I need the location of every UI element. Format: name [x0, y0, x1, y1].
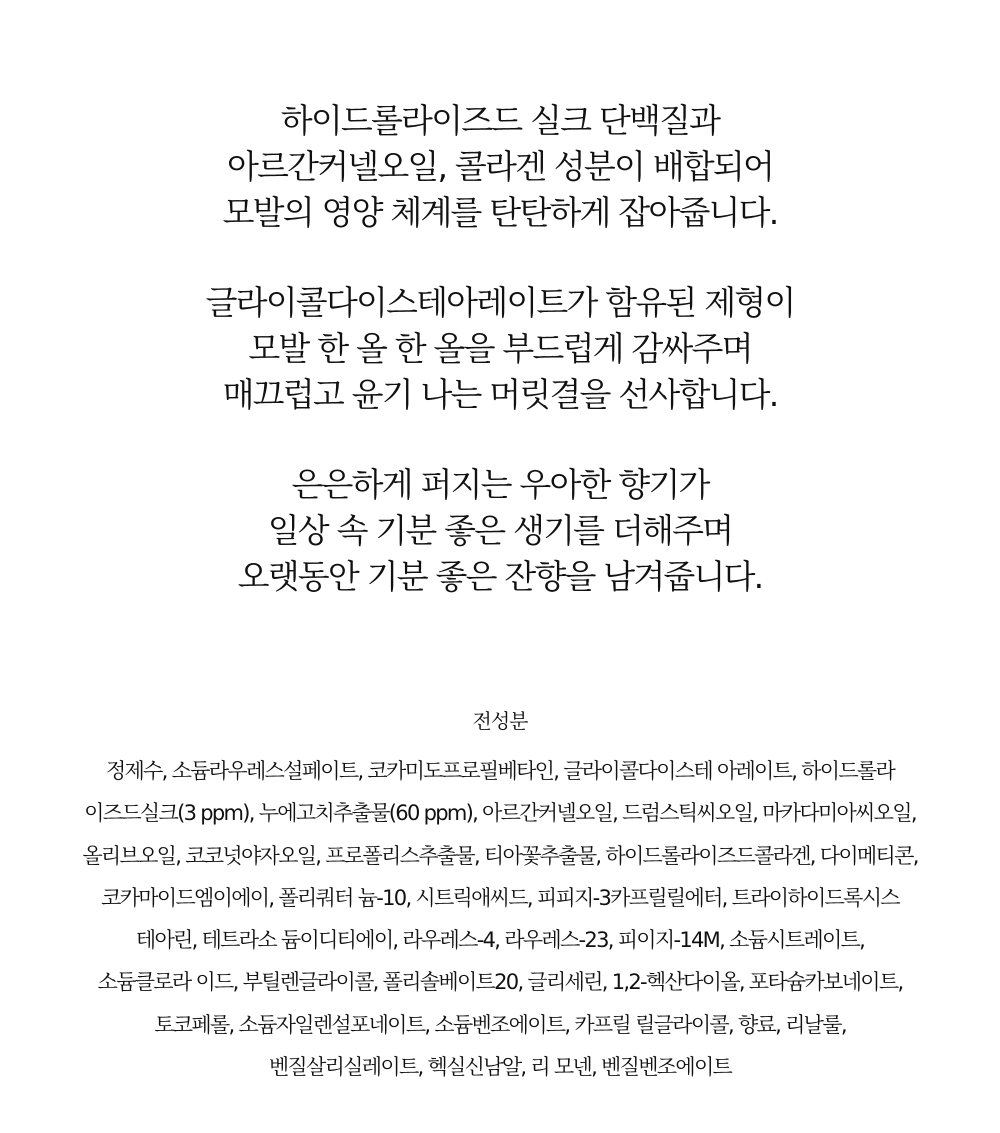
description-line: 오랫동안 기분 좋은 잔향을 남겨줍니다. [237, 557, 763, 596]
ingredients-line: 올리브오일, 코코넛야자오일, 프로폴리스추출물, 티아꽃추출물, 하이드롤라이즈드콜라겐, 다이메티콘, [82, 843, 918, 868]
ingredients-line: 이즈드실크(3 ppm), 누에고치추출물(60 ppm), 아르간커넬오일, 드럼스틱씨오일, 마카다미아씨오일, [84, 801, 916, 826]
description-line: 모발 한 올 한 올을 부드럽게 감싸주며 [248, 329, 752, 368]
description-line: 글라이콜다이스테아레이트가 함유된 제형이 [205, 283, 795, 322]
description-line: 은은하게 퍼지는 우아한 향기가 [291, 465, 709, 504]
description-line: 일상 속 기분 좋은 생기를 더해주며 [267, 511, 733, 550]
product-description [0, 98, 1000, 644]
description-line: 매끄럽고 윤기 나는 머릿결을 선사합니다. [222, 375, 778, 414]
description-line: 하이드롤라이즈드 실크 단백질과 [280, 101, 720, 140]
ingredients-line: 코카마이드엠이에이, 폴리쿼터 늄-10, 시트릭애씨드, 피피지-3카프릴릴에터, 트라이하이드록시스 [101, 885, 899, 910]
ingredients-line: 벤질살리실레이트, 헥실신남알, 리 모넨, 벤질벤조에이트 [268, 1055, 732, 1080]
ingredients-title: 전성분 [472, 709, 528, 733]
ingredients-line: 소듐클로라 이드, 부틸렌글라이콜, 폴리솔베이트20, 글리세린, 1,2-헥산다이올, 포타슘카보네이트, [97, 970, 903, 995]
ingredients-list [40, 750, 960, 1088]
description-paragraph-nourishment [0, 98, 1000, 236]
description-paragraph-smoothness [0, 280, 1000, 418]
ingredients-line: 토코페롤, 소듐자일렌설포네이트, 소듐벤조에이트, 카프릴 릴글라이콜, 향료, 리날룰, [154, 1012, 846, 1037]
description-paragraph-fragrance [0, 462, 1000, 600]
ingredients-section [40, 706, 960, 1088]
ingredients-line: 테아린, 테트라소 듐이디티에이, 라우레스-4, 라우레스-23, 피이지-14M, 소듐시트레이트, [135, 928, 865, 953]
description-line: 모발의 영양 체계를 탄탄하게 잡아줍니다. [222, 193, 778, 232]
ingredients-line: 정제수, 소듐라우레스설페이트, 코카미도프로필베타인, 글라이콜다이스테 아레이트, 하이드롤라 [105, 759, 895, 783]
description-line: 아르간커넬오일, 콜라겐 성분이 배합되어 [226, 147, 774, 186]
